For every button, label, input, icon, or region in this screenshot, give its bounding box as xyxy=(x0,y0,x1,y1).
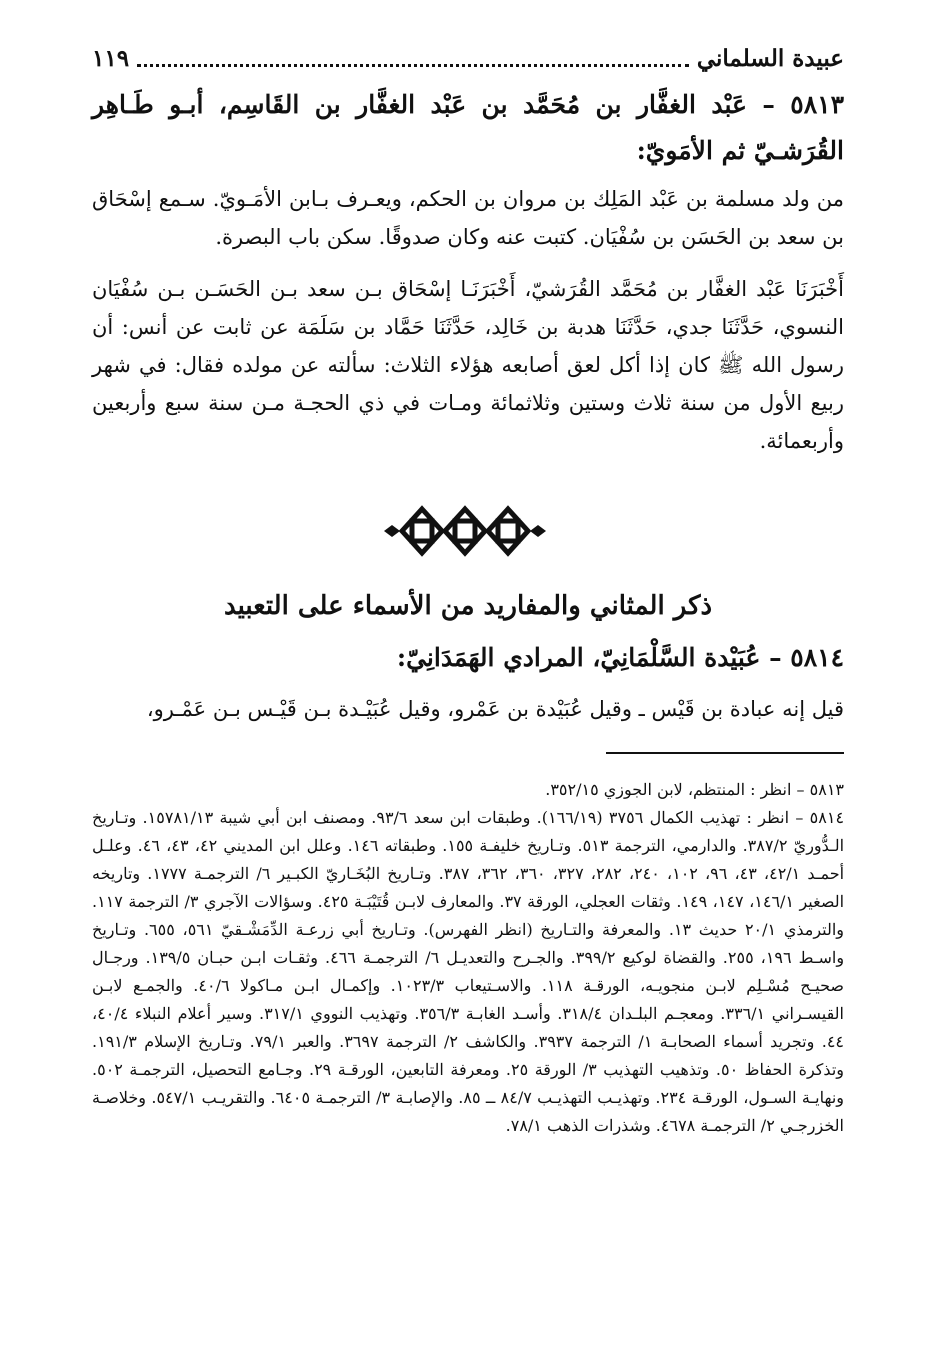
footnote-5814: ٥٨١٤ – انظر : تهذيب الكمال ٣٧٥٦ (١٦٦/١٩). وطبقات ابن سعد ٩٣/٦. ومصنف ابن أبي شيبة ١٥٧٨١/١٣. وتـاريخ الـدُّوريّ ٣٨٧/٢. والدارمي، الترجمة ٥١٣. وتـاريخ خليفـة ١٥٥. وطبقاته ١٤٦. وعلل ابن المديني ٤٢، ٤٣، ٤٦. وعلـل أحمـد ٤٢/١، ٤٣، ٩٦، ١٠٢، ٢٤٠، ٢٨٢، ٣٢٧، ٣٦٠، ٣٦٢، ٣٨٧. وتـاريخ البُخَـاريّ الكبـير ٦/ الترجمـة ١٧٧٧. وتاريخه الصغير ١٤٦/١، ١٤٧، ١٤٩. وثقات العجلي، الورقة ٣٧. والمعارف لابـن قُتَيْبَـة ٤٢٥. وسؤالات الآجري ٣/ الترجمة ١١٧. والترمذي ٢٠/١ حديث ١٣. والمعرفة والتـاريخ (انظر الفهرس). وتـاريخ أبي زرعـة الدِّمَشْـقيّ ٥٦١، ٦٥٥. وتـاريخ واسـط ١٩٦، ٢٥٥. والقضاة لوكيع ٣٩٩/٢. والجـرح والتعديـل ٦/ الترجمـة ٤٦٦. وثقـات ابـن حبـان ١٣٩/٥. ورجـال صحيـح مُسْـلِم لابـن منجويـه، الورقـة ١١٨. والاسـتيعاب ١٠٢٣/٣. وإكمـال ابـن مـاكولا ٤٠/٦. والجمـع لابـن القيسـراني ٣٣٦/١. ومعجـم البلـدان ٣١٨/٤. وأسـد الغابـة ٣٥٦/٣. وتهذيب النووي ٣١٧/١. وسير أعلام النبلاء ٤٠/٤، ٤٤. وتجريد أسماء الصحابـة ١/ الترجمة ٣٩٣٧. والكاشف ٢/ الترجمة ٣٦٩٧. والعبر ٧٩/١. وتـاريخ الإسلام ١٩١/٣. وتذكرة الحفاظ ٥٠. وتذهيب التهذيب ٣/ الورقة ٢٥. ومعرفة التابعين، الورقـة ٢٩. وجـامع التحصيل، الترجمـة ٥٠٢. ونهايـة السـول، الورقـة ٢٣٤. وتهذيـب التهذيـب ٨٤/٧ ــ ٨٥. والإصابـة ٣/ الترجمـة ٦٤٠٥. والتقريـب ٥٤٧/١. وخلاصـة الخزرجـي ٢/ الترجمـة ٤٦٧٨. وشذرات الذهب ٧٨/١. xyxy=(92,808,845,1135)
entry-5814-title: ٥٨١٤ – عُبَيْدة السَّلْمَانِيّ، المرادي الهَمَدَانِيّ: xyxy=(396,643,844,672)
section-heading: ذكر المثاني والمفاريد من الأسماء على التعبيد xyxy=(223,591,713,621)
ornament-diamond xyxy=(445,509,485,553)
footnote-5813: ٥٨١٣ – انظر : المنتظم، لابن الجوزي ٣٥٢/١٥. xyxy=(545,780,844,799)
footnotes xyxy=(92,776,844,1140)
running-title: عبيدة السلماني xyxy=(696,44,844,72)
footnote-separator xyxy=(606,752,844,754)
ornament-end-right xyxy=(530,525,546,537)
header-dot-leader xyxy=(137,50,689,67)
ornament-end-left xyxy=(384,525,400,537)
page-number: ١١٩ xyxy=(92,44,130,72)
ornament-square xyxy=(498,521,518,541)
entry-5813-title: ٥٨١٣ – عَبْد الغفَّار بن مُحَمَّد بن عَبْد الغفَّار بن القَاسِم، أبـو طَـاهِر القُرَشـيّ ثم الأمَويّ: xyxy=(92,90,844,165)
entry-5813-paragraph-2: أَخْبَرَنَا عَبْد الغفَّار بن مُحَمَّد القُرَشيّ، أَخْبَرَنَـا إسْحَاق بـن سعد بـن الحَسَـن بـن سُفْيَان النسوي، حَدَّثَنَا جدي، حَدَّثَنَا هدبة بن خَالِد، حَدَّثَنَا حَمَّاد بن سَلَمَة عن ثابت عن أنس: أن رسول الله ﷺ كان إذا أكل لعق أصابعه هؤلاء الثلاث: سألته عن مولده فقال: في شهر ربيع الأول من سنة ثلاث وستين وثلاثمائة ومـات في ذي الحجـة مـن سنة سبع وأربعين وأربعمائة. xyxy=(92,277,844,453)
ornament-square xyxy=(455,521,475,541)
entry-5813-paragraph-1: من ولد مسلمة بن عَبْد المَلِك بن مروان بن الحكم، ويعـرف بـابن الأمَـويّ. سـمع إسْحَاق بن سعد بن الحَسَن بن سُفْيَان. كتبت عنه وكان صدوقًا. سكن باب البصرة. xyxy=(92,187,844,249)
ornament-diamond xyxy=(402,509,442,553)
ornament-diamond xyxy=(488,509,528,553)
running-header xyxy=(92,38,844,78)
entry-5814-paragraph-1: قيل إنه عبادة بن قَيْس ـ وقيل عُبَيْدة بن عَمْرو، وقيل عُبَيْـدة بـن قَيْـس بـن عَمْـرو، xyxy=(146,697,844,721)
section-divider-ornament xyxy=(380,505,550,557)
ornament-square xyxy=(412,521,432,541)
